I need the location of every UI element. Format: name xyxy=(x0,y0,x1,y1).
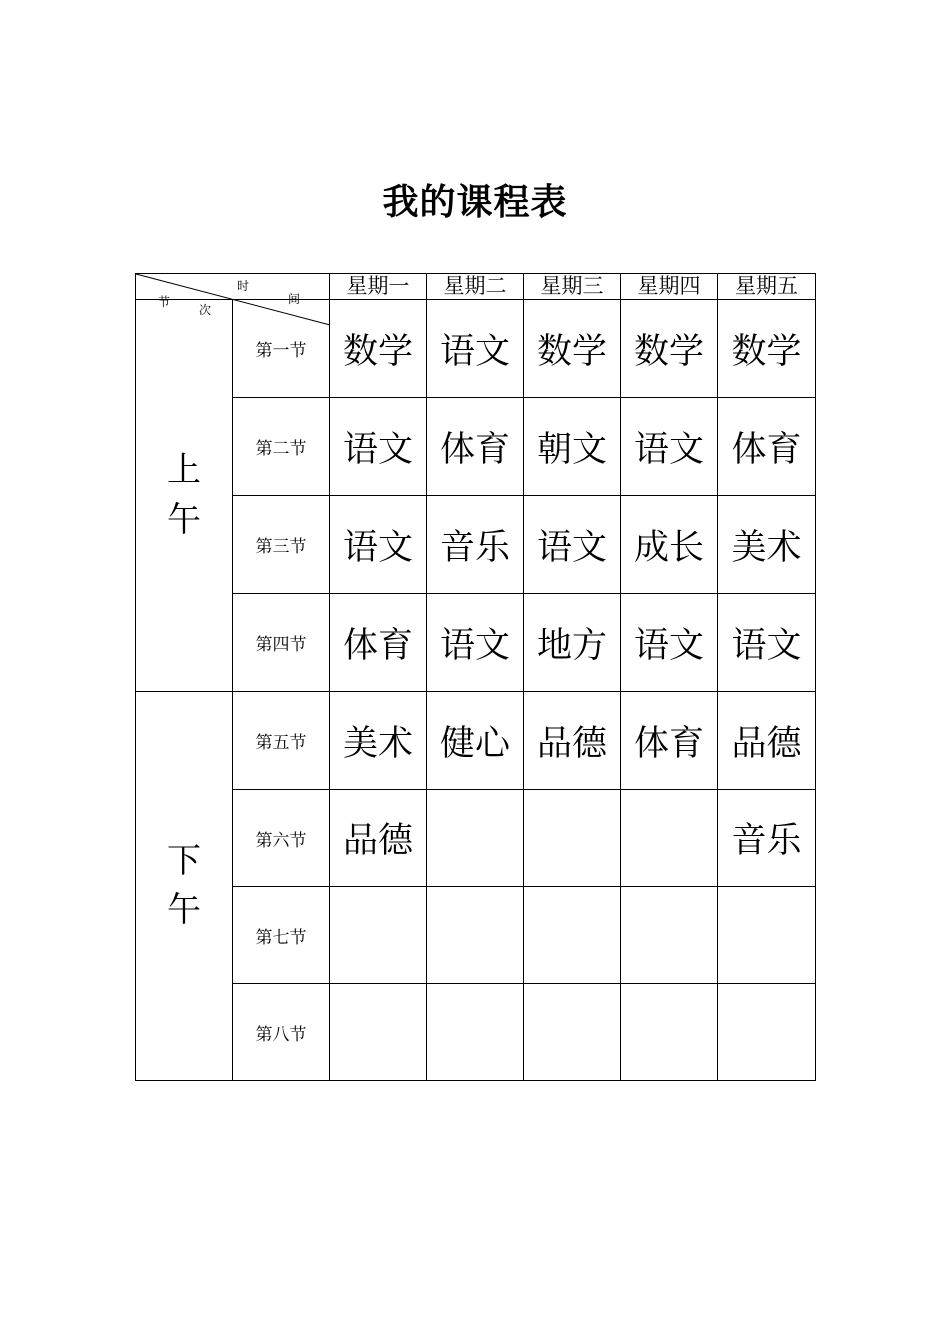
schedule-table xyxy=(135,273,816,1081)
subject-cell: 体育 xyxy=(718,398,816,496)
subject-cell: 语文 xyxy=(621,594,718,692)
subject-cell xyxy=(718,984,816,1081)
corner-period-char-2: 次 xyxy=(199,303,212,317)
subject-cell: 音乐 xyxy=(427,496,524,594)
subject-cell xyxy=(524,984,621,1081)
subject-cell xyxy=(621,887,718,984)
period-label: 第八节 xyxy=(233,984,330,1081)
group-label: 上午 xyxy=(167,450,201,540)
subject-cell xyxy=(524,887,621,984)
subject-cell xyxy=(427,790,524,887)
table-row xyxy=(136,984,816,1081)
corner-header-cell xyxy=(136,274,330,317)
subject-cell: 品德 xyxy=(718,692,816,790)
subject-cell: 数学 xyxy=(330,300,427,398)
day-header-tuesday: 星期二 xyxy=(427,274,524,300)
subject-cell xyxy=(621,984,718,1081)
group-afternoon xyxy=(136,692,233,1081)
subject-cell: 品德 xyxy=(330,790,427,887)
day-header-thursday: 星期四 xyxy=(621,274,718,300)
day-header-monday: 星期一 xyxy=(330,274,427,300)
group-morning xyxy=(136,300,233,692)
period-label: 第六节 xyxy=(233,790,330,887)
group-label: 下午 xyxy=(167,840,201,930)
subject-cell: 数学 xyxy=(621,300,718,398)
corner-period-char-1: 节 xyxy=(158,295,171,309)
subject-cell: 语文 xyxy=(621,398,718,496)
subject-cell: 语文 xyxy=(330,398,427,496)
subject-cell xyxy=(621,790,718,887)
period-label: 第四节 xyxy=(233,594,330,692)
table-row xyxy=(136,496,816,594)
table-row xyxy=(136,790,816,887)
day-header-friday: 星期五 xyxy=(718,274,816,300)
subject-cell: 体育 xyxy=(330,594,427,692)
subject-cell: 美术 xyxy=(330,692,427,790)
subject-cell: 数学 xyxy=(524,300,621,398)
subject-cell xyxy=(427,984,524,1081)
page-title: 我的课程表 xyxy=(382,182,568,223)
table-row xyxy=(136,692,816,790)
period-label: 第二节 xyxy=(233,398,330,496)
subject-cell: 语文 xyxy=(524,496,621,594)
subject-cell: 体育 xyxy=(427,398,524,496)
header-row xyxy=(136,274,816,300)
subject-cell: 朝文 xyxy=(524,398,621,496)
table-row xyxy=(136,887,816,984)
subject-cell: 成长 xyxy=(621,496,718,594)
period-label: 第五节 xyxy=(233,692,330,790)
subject-cell: 品德 xyxy=(524,692,621,790)
subject-cell: 语文 xyxy=(427,300,524,398)
subject-cell: 数学 xyxy=(718,300,816,398)
period-label: 第一节 xyxy=(233,300,330,398)
subject-cell: 音乐 xyxy=(718,790,816,887)
subject-cell xyxy=(427,887,524,984)
subject-cell xyxy=(718,887,816,984)
day-header-wednesday: 星期三 xyxy=(524,274,621,300)
subject-cell: 健心 xyxy=(427,692,524,790)
subject-cell: 语文 xyxy=(427,594,524,692)
corner-time-char-1: 时 xyxy=(237,279,250,293)
subject-cell: 体育 xyxy=(621,692,718,790)
subject-cell: 地方 xyxy=(524,594,621,692)
subject-cell: 语文 xyxy=(330,496,427,594)
subject-cell: 语文 xyxy=(718,594,816,692)
subject-cell xyxy=(330,984,427,1081)
period-label: 第七节 xyxy=(233,887,330,984)
table-row xyxy=(136,398,816,496)
subject-cell xyxy=(330,887,427,984)
corner-time-char-2: 间 xyxy=(288,292,301,306)
table-row xyxy=(136,594,816,692)
subject-cell xyxy=(524,790,621,887)
period-label: 第三节 xyxy=(233,496,330,594)
subject-cell: 美术 xyxy=(718,496,816,594)
